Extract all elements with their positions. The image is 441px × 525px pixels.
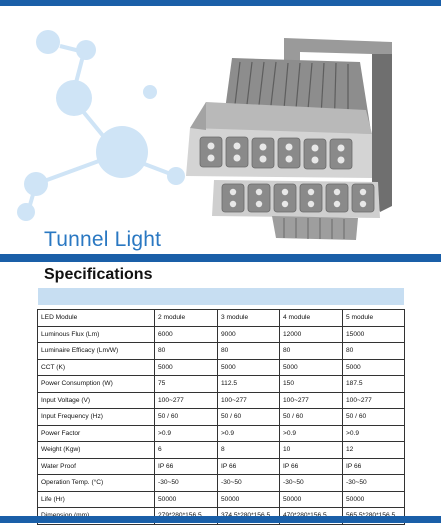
spec-value-cell: 50000 [280, 491, 343, 508]
spec-value-cell: 2 module [155, 310, 218, 327]
spec-label-cell: Water Proof [38, 458, 155, 475]
hero-banner [0, 6, 441, 254]
spec-value-cell: 5000 [343, 359, 405, 376]
spec-value-cell: 150 [280, 376, 343, 393]
spec-value-cell: 80 [218, 343, 280, 360]
spec-label-cell: Operation Temp. (°C) [38, 475, 155, 492]
spec-value-cell: >0.9 [343, 425, 405, 442]
table-row [38, 326, 405, 343]
spec-value-cell: 80 [155, 343, 218, 360]
spec-label-cell: Power Factor [38, 425, 155, 442]
table-row [38, 359, 405, 376]
spec-label-cell: CCT (K) [38, 359, 155, 376]
spec-label-cell: LED Module [38, 310, 155, 327]
spec-value-cell: >0.9 [218, 425, 280, 442]
table-row [38, 475, 405, 492]
spec-value-cell: 50 / 60 [155, 409, 218, 426]
spec-value-cell: 80 [343, 343, 405, 360]
spec-label-cell: Luminous Flux (Lm) [38, 326, 155, 343]
spec-value-cell: 50 / 60 [218, 409, 280, 426]
spec-value-cell: 10 [280, 442, 343, 459]
spec-label-cell: Luminaire Efficacy (Lm/W) [38, 343, 155, 360]
specifications-header-band [38, 288, 404, 305]
spec-value-cell: 5000 [280, 359, 343, 376]
specifications-table [37, 309, 405, 525]
title-divider-bar [0, 254, 441, 262]
spec-value-cell: -30~50 [280, 475, 343, 492]
table-row [38, 343, 405, 360]
spec-value-cell: 80 [280, 343, 343, 360]
spec-value-cell: 112.5 [218, 376, 280, 393]
spec-value-cell: 5000 [218, 359, 280, 376]
table-row [38, 442, 405, 459]
table-row [38, 392, 405, 409]
spec-value-cell: 4 module [280, 310, 343, 327]
spec-label-cell: Input Frequency (Hz) [38, 409, 155, 426]
spec-value-cell: 187.5 [343, 376, 405, 393]
spec-value-cell: 3 module [218, 310, 280, 327]
spec-value-cell: 50 / 60 [343, 409, 405, 426]
table-row [38, 376, 405, 393]
spec-value-cell: IP 66 [343, 458, 405, 475]
bottom-accent-bar [0, 516, 441, 523]
spec-value-cell: -30~50 [218, 475, 280, 492]
spec-label-cell: Power Consumption (W) [38, 376, 155, 393]
spec-value-cell: IP 66 [280, 458, 343, 475]
table-row [38, 310, 405, 327]
spec-value-cell: 50000 [218, 491, 280, 508]
spec-value-cell: 15000 [343, 326, 405, 343]
spec-value-cell: 50000 [155, 491, 218, 508]
tunnel-light-fixture-image [186, 38, 392, 240]
spec-value-cell: 6000 [155, 326, 218, 343]
spec-value-cell: 9000 [218, 326, 280, 343]
page-title: Tunnel Light [44, 228, 162, 251]
molecule-decoration-graphic [0, 6, 441, 254]
spec-value-cell: 6 [155, 442, 218, 459]
spec-value-cell: 50000 [343, 491, 405, 508]
specifications-heading: Specifications [44, 266, 153, 283]
spec-label-cell: Weight (Kgw) [38, 442, 155, 459]
spec-value-cell: 100~277 [218, 392, 280, 409]
spec-value-cell: >0.9 [280, 425, 343, 442]
spec-label-cell: Input Voltage (V) [38, 392, 155, 409]
table-row [38, 425, 405, 442]
spec-value-cell: IP 66 [218, 458, 280, 475]
table-row [38, 409, 405, 426]
spec-value-cell: 100~277 [155, 392, 218, 409]
spec-label-cell: Life (Hr) [38, 491, 155, 508]
spec-value-cell: -30~50 [343, 475, 405, 492]
specifications-table-body [38, 310, 405, 525]
table-row [38, 458, 405, 475]
spec-value-cell: 100~277 [343, 392, 405, 409]
spec-value-cell: 8 [218, 442, 280, 459]
spec-value-cell: 75 [155, 376, 218, 393]
spec-value-cell: IP 66 [155, 458, 218, 475]
spec-value-cell: 5 module [343, 310, 405, 327]
spec-value-cell: 12000 [280, 326, 343, 343]
spec-value-cell: -30~50 [155, 475, 218, 492]
spec-value-cell: 5000 [155, 359, 218, 376]
table-row [38, 491, 405, 508]
spec-value-cell: 50 / 60 [280, 409, 343, 426]
spec-value-cell: 12 [343, 442, 405, 459]
spec-value-cell: 100~277 [280, 392, 343, 409]
spec-value-cell: >0.9 [155, 425, 218, 442]
